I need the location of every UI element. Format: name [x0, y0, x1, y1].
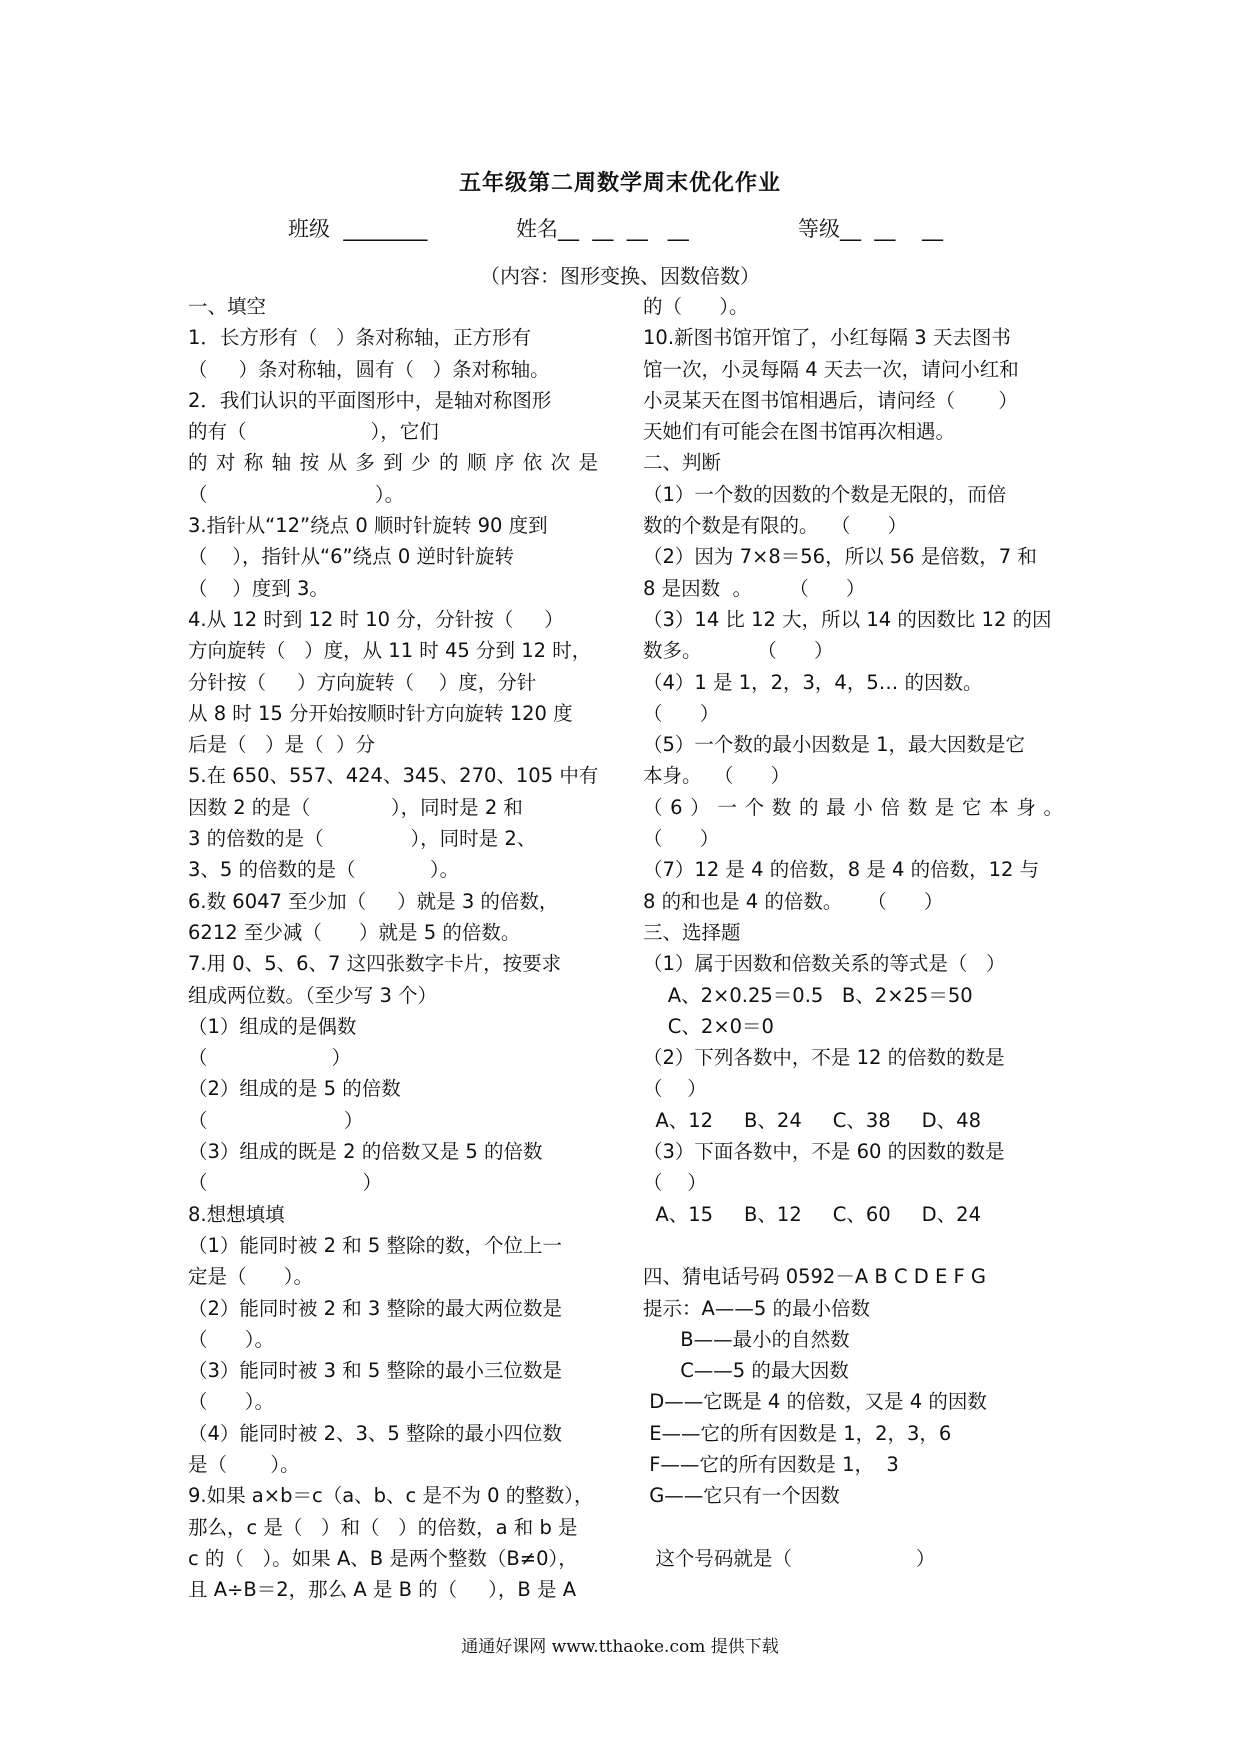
- text-line: 8.想想填填: [188, 1202, 285, 1226]
- text-line: （5）一个数的最小因数是 1，最大因数是它: [643, 733, 1026, 757]
- text-line: c 的（ ）。如果 A、B 是两个整数（B≠0），: [188, 1546, 578, 1570]
- text-line: （ ），指针从“6”绕点 0 逆时针旋转: [188, 545, 514, 569]
- text-line: （4）能同时被 2、3、5 整除的最小四位数: [188, 1421, 563, 1445]
- text-line: 因数 2 的是（ ），同时是 2 和: [188, 795, 523, 819]
- text-line: 组成两位数。（至少写 3 个）: [188, 983, 438, 1007]
- text-line: （6）一个数的最小倍数是它本身。: [643, 795, 1063, 819]
- name-field: 姓名__ __ __ __: [516, 217, 689, 241]
- text-line: （4）1 是 1，2，3，4，5… 的因数。: [643, 670, 983, 694]
- content-note: （内容：图形变换、因数倍数）: [480, 264, 760, 288]
- text-line: 那么，c 是（ ）和（ ）的倍数，a 和 b 是: [188, 1515, 578, 1539]
- text-line: 6.数 6047 至少加（ ）就是 3 的倍数，: [188, 889, 559, 913]
- text-line: 的有（ ），它们: [188, 420, 439, 444]
- text-line: （1）组成的是偶数: [188, 1014, 357, 1038]
- text-line: F——它的所有因数是 1， 3: [643, 1452, 899, 1476]
- text-line: A、15 B、12 C、60 D、24: [643, 1202, 981, 1226]
- text-line: A、12 B、24 C、38 D、48: [643, 1108, 981, 1132]
- text-line: 提示：A——5 的最小倍数: [643, 1296, 870, 1320]
- left-column: [188, 291, 598, 1605]
- text-line: （ ）: [643, 1077, 707, 1101]
- footer-credit: 通通好课网 www.tthaoke.com 提供下载: [461, 1637, 779, 1657]
- text-line: 这个号码就是（ ）: [643, 1546, 936, 1570]
- text-line: 馆一次，小灵每隔 4 天去一次，请问小红和: [643, 357, 1019, 381]
- text-line: （2）因为 7×8＝56，所以 56 是倍数，7 和: [643, 545, 1037, 569]
- text-line: B——最小的自然数: [643, 1327, 850, 1351]
- text-line: 4.从 12 时到 12 时 10 分，分针按（ ）: [188, 607, 564, 631]
- text-line: 数的个数是有限的。 （ ）: [643, 514, 908, 538]
- text-line: D——它既是 4 的倍数，又是 4 的因数: [643, 1390, 987, 1414]
- right-column: [643, 291, 1063, 1574]
- text-line: （3）下面各数中，不是 60 的因数的数是: [643, 1140, 1005, 1164]
- text-line: 且 A÷B＝2，那么 A 是 B 的（ ），B 是 A: [188, 1578, 577, 1602]
- text-line: 数多。 （ ）: [643, 639, 834, 663]
- text-line: 一、填空: [188, 295, 267, 318]
- text-line: （1）能同时被 2 和 5 整除的数，个位上一: [188, 1233, 563, 1257]
- text-line: （ ）: [643, 701, 720, 725]
- text-line: 9.如果 a×b＝c（a、b、c 是不为 0 的整数），: [188, 1484, 594, 1508]
- text-line: 小灵某天在图书馆相遇后，请问经（ ）: [643, 388, 1018, 412]
- text-line: C——5 的最大因数: [643, 1359, 849, 1383]
- text-line: （2）组成的是 5 的倍数: [188, 1077, 401, 1101]
- text-line: （3）组成的既是 2 的倍数又是 5 的倍数: [188, 1140, 543, 1164]
- text-line: （3）14 比 12 大，所以 14 的因数比 12 的因: [643, 607, 1052, 631]
- text-line: （ ）。: [188, 1327, 274, 1351]
- text-line: （ ）条对称轴，圆有（ ）条对称轴。: [188, 357, 550, 381]
- text-line: 本身。 （ ）: [643, 764, 791, 788]
- text-line: （ ）度到 3。: [188, 576, 329, 600]
- text-line: 天她们有可能会在图书馆再次相遇。: [643, 420, 956, 444]
- text-line: 6212 至少减（ ）就是 5 的倍数。: [188, 920, 521, 944]
- text-line: 从 8 时 15 分开始按顺时针方向旋转 120 度: [188, 701, 573, 725]
- text-line: 1．长方形有（ ）条对称轴，正方形有: [188, 326, 532, 350]
- text-line: （ ）: [188, 1046, 351, 1070]
- text-line: [643, 1512, 1063, 1543]
- text-line: 的（ ）。: [643, 295, 749, 318]
- text-line: 10.新图书馆开馆了，小红每隔 3 天去图书: [643, 326, 1011, 350]
- text-line: 是（ ）。: [188, 1452, 300, 1476]
- text-line: （2）能同时被 2 和 3 整除的最大两位数是: [188, 1296, 563, 1320]
- text-line: 3 的倍数的是（ ），同时是 2、: [188, 827, 537, 851]
- text-line: 四、猜电话号码 0592－A B C D E F G: [643, 1265, 987, 1289]
- text-line: （ ）: [188, 1108, 364, 1132]
- text-line: [643, 1230, 1063, 1261]
- text-line: 分针按（ ）方向旋转（ ）度，分针: [188, 670, 537, 694]
- grade-field: 等级__ __ __: [798, 217, 944, 241]
- text-line: （1）属于因数和倍数关系的等式是（ ）: [643, 952, 1006, 976]
- text-line: E——它的所有因数是 1，2，3，6: [643, 1421, 952, 1445]
- class-field: 班级 ________: [288, 217, 428, 241]
- text-line: 8 是因数 。 （ ）: [643, 576, 866, 600]
- student-info-row: [0, 213, 1240, 245]
- text-line: C、2×0＝0: [643, 1014, 774, 1038]
- text-line: （ ）。: [188, 1390, 274, 1414]
- text-line: 后是（ ）是（ ）分: [188, 733, 375, 757]
- text-line: （3）能同时被 3 和 5 整除的最小三位数是: [188, 1359, 563, 1383]
- text-line: A、2×0.25＝0.5 B、2×25＝50: [643, 983, 973, 1007]
- text-line: 方向旋转（ ）度，从 11 时 45 分到 12 时，: [188, 639, 592, 663]
- text-line: 的对称轴按从多到少的顺序依次是: [188, 451, 598, 475]
- text-line: 二、判断: [643, 451, 722, 475]
- text-line: 3、5 的倍数的是（ ）。: [188, 858, 460, 882]
- text-line: （ ）。: [188, 482, 405, 506]
- text-line: 8 的和也是 4 的倍数。 （ ）: [643, 889, 944, 913]
- text-line: 2．我们认识的平面图形中，是轴对称图形: [188, 388, 552, 412]
- text-line: G——它只有一个因数: [643, 1484, 840, 1508]
- text-line: （ ）: [643, 827, 720, 851]
- text-line: （7）12 是 4 的倍数，8 是 4 的倍数，12 与: [643, 858, 1040, 882]
- text-line: （1）一个数的因数的个数是无限的，而倍: [643, 482, 1007, 506]
- text-line: 5.在 650、557、424、345、270、105 中有: [188, 764, 599, 788]
- text-line: 3.指针从“12”绕点 0 顺时针旋转 90 度到: [188, 514, 548, 538]
- text-line: （ ）: [188, 1171, 382, 1195]
- text-line: 定是（ ）。: [188, 1265, 313, 1289]
- text-line: 7.用 0、5、6、7 这四张数字卡片，按要求: [188, 952, 562, 976]
- text-line: 三、选择题: [643, 920, 741, 944]
- text-line: （2）下列各数中，不是 12 的倍数的数是: [643, 1046, 1005, 1070]
- page-title: 五年级第二周数学周末优化作业: [458, 171, 781, 196]
- text-line: （ ）: [643, 1171, 707, 1195]
